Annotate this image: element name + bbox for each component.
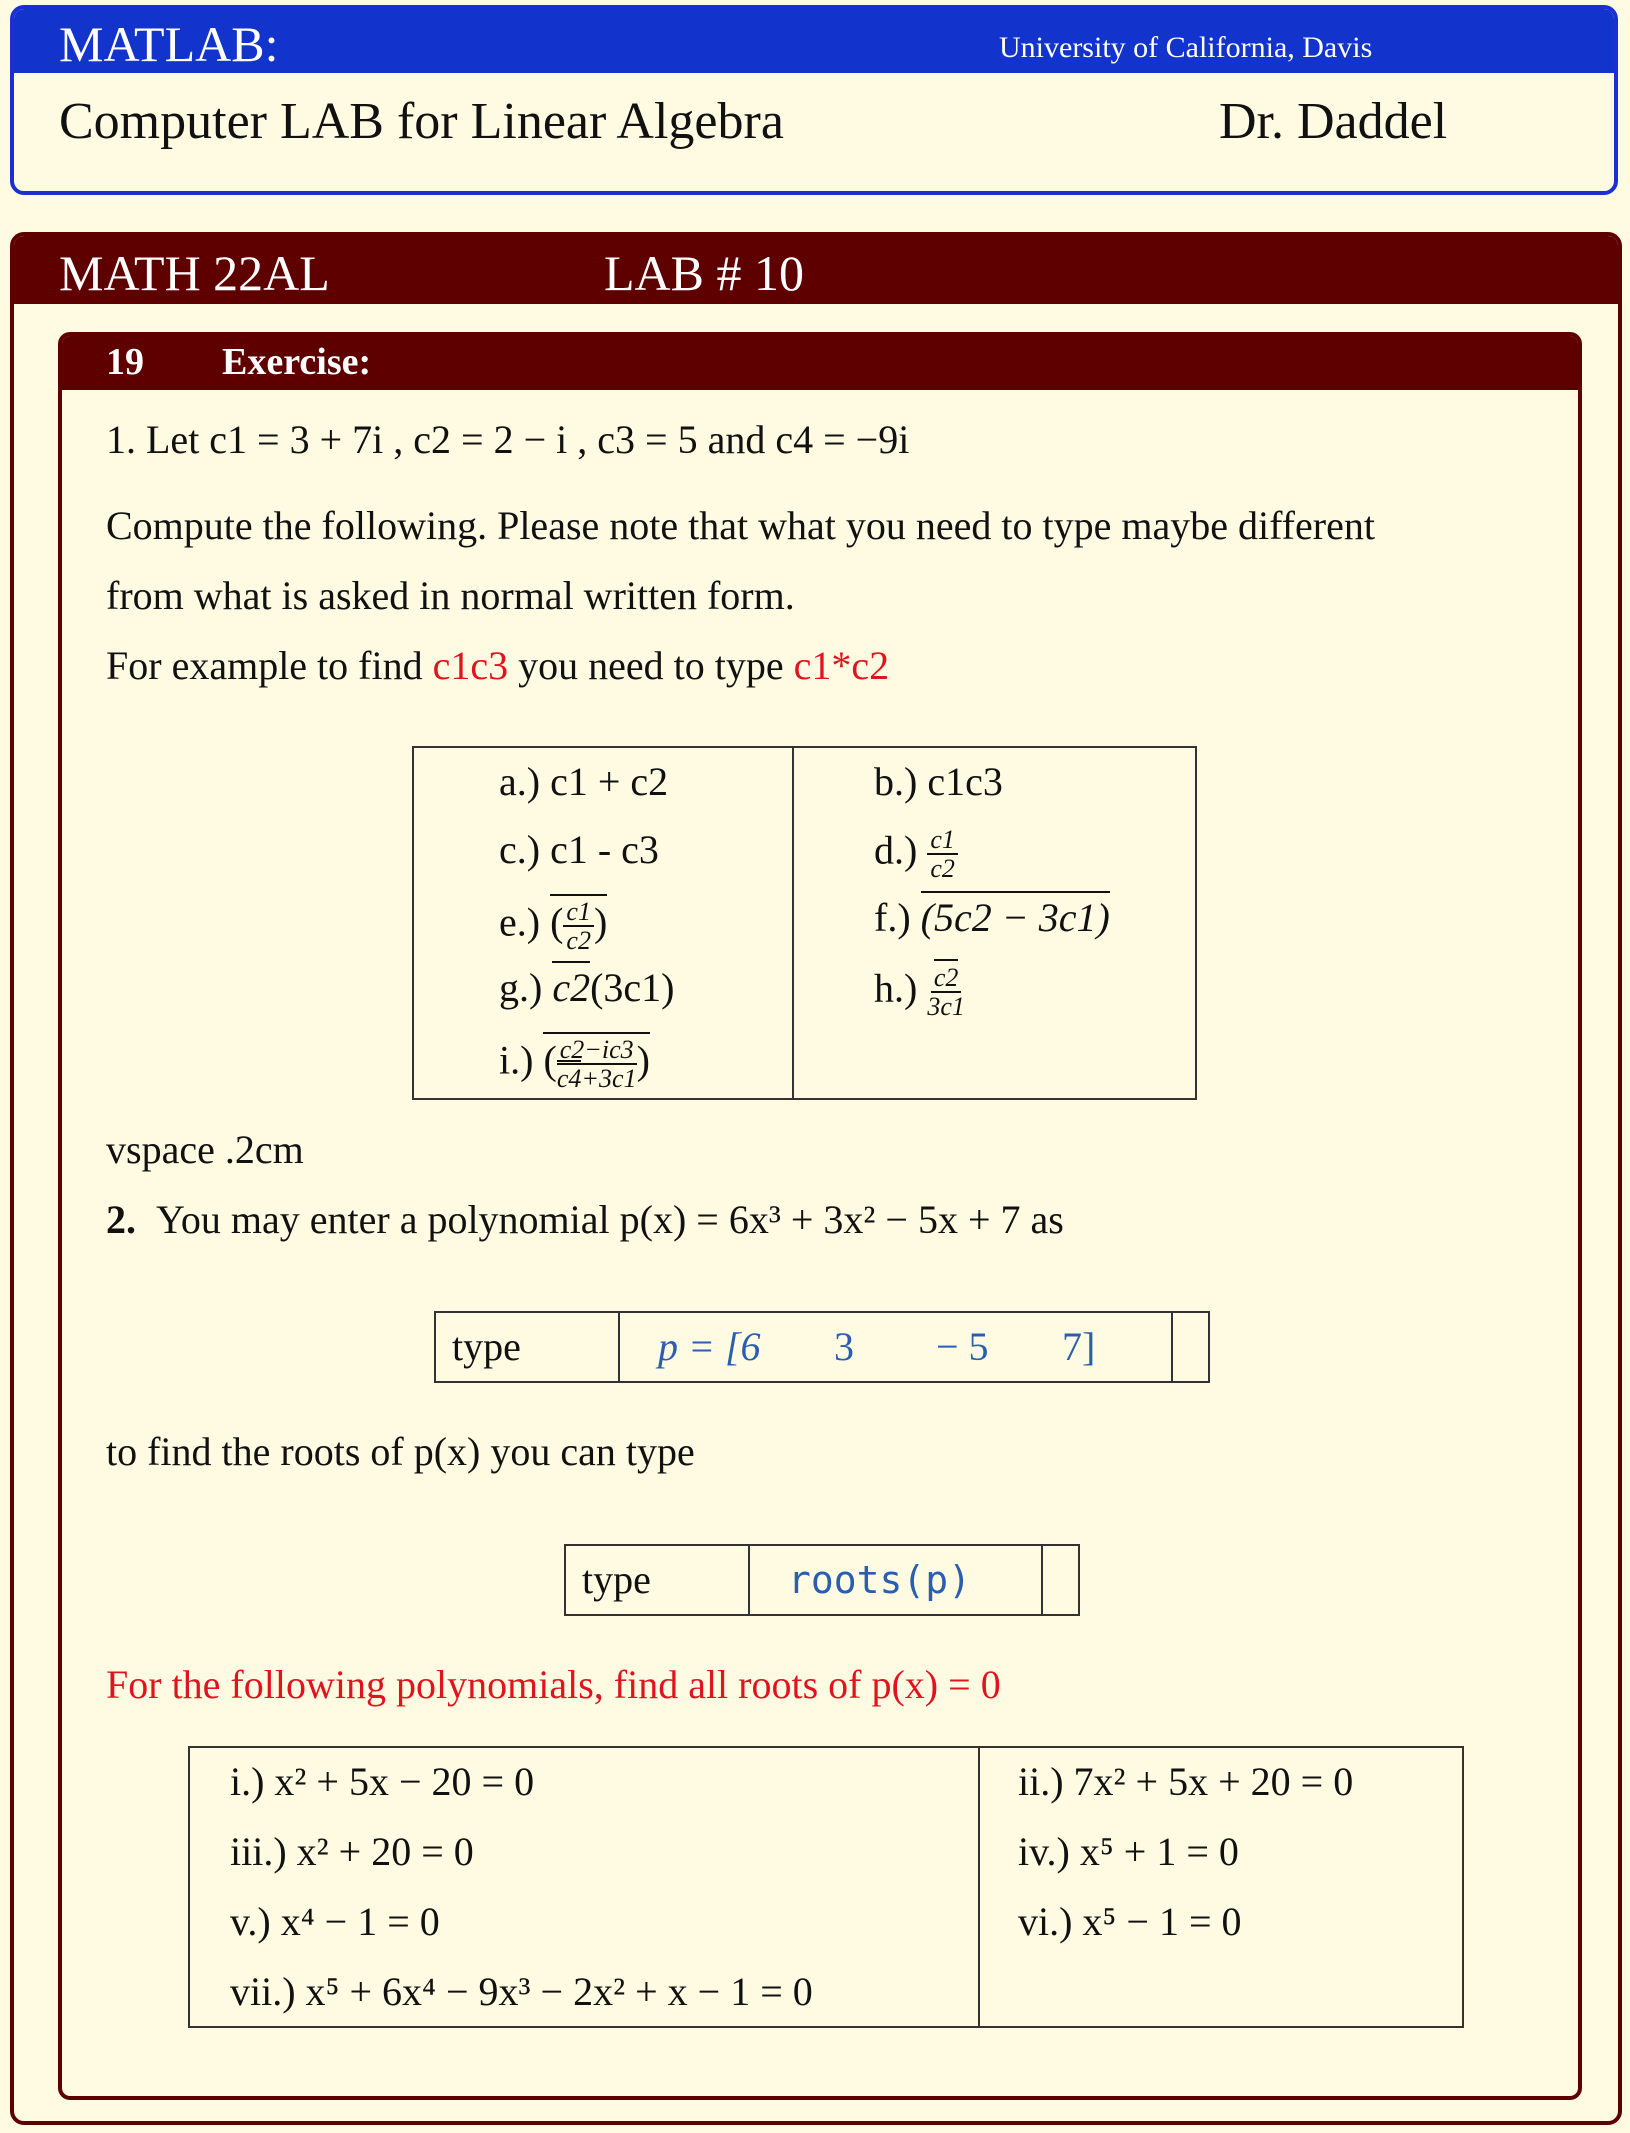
lab-box [10,232,1622,2125]
item-f-label: f.) [874,895,911,940]
instructor-name: Dr. Daddel [1219,93,1448,150]
problem2-text: You may enter a polynomial p(x) = 6x³ + 3x² − 5x + 7 as [156,1197,1064,1242]
problem2-intro [106,1196,1064,1243]
frac-den: c2 [930,854,955,884]
complex-ops-table [412,746,1197,1100]
problem1-example [106,642,889,689]
course-code: MATH 22AL [59,245,330,301]
item-g [499,964,675,1011]
poly-v: v.) x⁴ − 1 = 0 [230,1899,440,1944]
frac-num-conj: c2 [934,959,959,992]
frac-den: 3c1 [927,992,965,1022]
exercise-title: Exercise: [222,341,372,383]
poly-entry-box [434,1311,1210,1383]
poly-vi: vi.) x⁵ − 1 = 0 [1018,1899,1242,1944]
institution-name: University of California, Davis [999,31,1373,64]
poly-ii: ii.) 7x² + 5x + 20 = 0 [1018,1759,1354,1804]
item-g-rest: (3c1) [590,965,675,1010]
item-a: a.) c1 + c2 [499,759,669,804]
page-subtitle: Computer LAB for Linear Algebra [59,93,784,150]
item-h-label: h.) [874,965,918,1011]
item-f [874,894,1110,941]
item-g-label: g.) [499,965,543,1010]
item-i-label: i.) [499,1037,534,1083]
exercise-title-bar [62,336,1578,390]
frac-den-conj: c4 [557,1060,582,1093]
item-e-label: e.) [499,899,541,945]
frac-den-rest: +3c1 [581,1064,637,1094]
lab-title-bar [14,236,1618,304]
item-h [874,964,965,1021]
poly-code-coef2: 3 [834,1324,854,1369]
polynomials-table [188,1746,1464,2028]
type-label: type [452,1324,521,1369]
item-d [874,826,958,883]
poly-code-coef3: − 5 [936,1324,989,1369]
item-b: b.) c1c3 [874,759,1003,804]
problem1-intro: 1. Let c1 = 3 + 7i , c2 = 2 − i , c3 = 5 and c4 = −9i [106,417,910,462]
app-title: MATLAB: [59,16,279,72]
problem1-instruction-line1: Compute the following. Please note that what you need to type maybe different [106,503,1375,548]
type-label: type [582,1557,651,1602]
frac-num: c1 [927,826,958,855]
frac-den: c2 [566,926,591,956]
poly-i: i.) x² + 5x − 20 = 0 [230,1759,535,1804]
vspace-text: vspace .2cm [106,1127,304,1172]
exercise-number: 19 [106,341,144,383]
polynomials-instruction: For the following polynomials, find all roots of p(x) = 0 [106,1662,1001,1707]
roots-entry-box [564,1544,1080,1616]
item-d-label: d.) [874,827,918,873]
poly-code-start: p = [6 [658,1324,761,1369]
frac-num: c2−ic3 [557,1036,637,1065]
example-target: c1c3 [432,643,509,688]
item-i: i.) ( $\frac{c2-ic3}{c4+3c1}$ ) [499,1032,650,1093]
course-header-box [10,5,1618,195]
frac-num: c1 [563,898,594,927]
item-c: c.) c1 - c3 [499,827,659,872]
problem2-number: 2. [106,1197,136,1242]
item-f-expr: (5c2 − 3c1) [921,891,1110,940]
problem1-instruction-line2: from what is asked in normal written form. [106,573,795,618]
item-g-conj: c2 [552,961,590,1010]
lab-number: LAB # 10 [604,245,804,301]
poly-iv: iv.) x⁵ + 1 = 0 [1018,1829,1239,1874]
poly-iii: iii.) x² + 20 = 0 [230,1829,474,1874]
exercise-box [58,332,1582,2100]
example-code: c1*c2 [793,643,890,688]
poly-vii: vii.) x⁵ + 6x⁴ − 9x³ − 2x² + x − 1 = 0 [230,1969,813,2014]
item-e: e.) ( $\frac{c1}{c2}$ ) [499,894,607,955]
header-bar [14,9,1614,73]
example-mid: you need to type [508,643,794,688]
roots-instruction: to find the roots of p(x) you can type [106,1429,695,1474]
example-prefix: For example to find [106,643,433,688]
roots-code: roots(p) [788,1558,972,1602]
poly-code-coef4: 7] [1062,1324,1096,1369]
